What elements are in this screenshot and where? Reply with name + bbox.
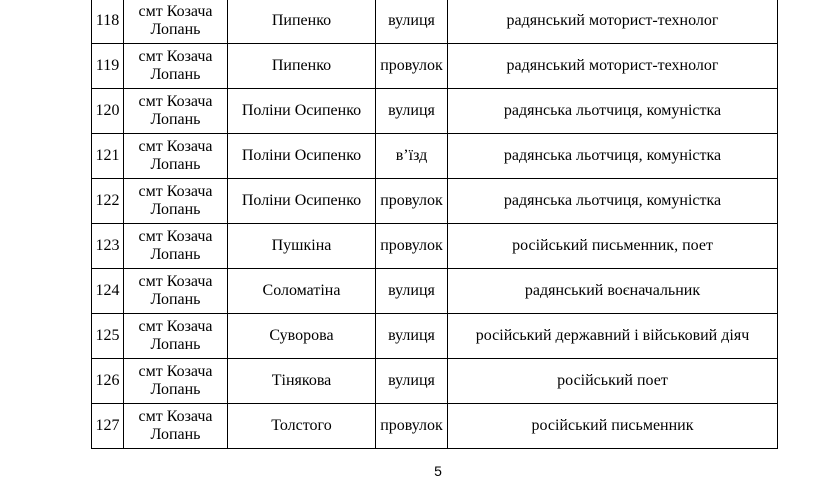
settlement-cell: смт Козача Лопань: [124, 179, 228, 224]
street-type-cell: провулок: [376, 179, 448, 224]
table-row: [92, 224, 778, 269]
row-number-cell: 125: [92, 314, 124, 359]
row-number-cell: 126: [92, 359, 124, 404]
description-cell: російський поет: [448, 359, 778, 404]
row-number-cell: 124: [92, 269, 124, 314]
settlement-cell: смт Козача Лопань: [124, 0, 228, 44]
table-row: [92, 44, 778, 89]
row-number-cell: 118: [92, 0, 124, 44]
description-cell: радянський моторист-технолог: [448, 0, 778, 44]
table-row: [92, 134, 778, 179]
street-type-cell: вулиця: [376, 269, 448, 314]
table-row: [92, 269, 778, 314]
settlement-cell: смт Козача Лопань: [124, 89, 228, 134]
page-number: 5: [434, 463, 442, 479]
settlement-cell: смт Козача Лопань: [124, 359, 228, 404]
row-number-cell: 122: [92, 179, 124, 224]
table-row: [92, 179, 778, 224]
table-body: [92, 0, 778, 449]
row-number-cell: 123: [92, 224, 124, 269]
table-row: [92, 0, 778, 44]
street-name-cell: Толстого: [228, 404, 376, 449]
description-cell: російський державний і військовий діяч: [448, 314, 778, 359]
street-name-cell: Поліни Осипенко: [228, 134, 376, 179]
street-type-cell: в’їзд: [376, 134, 448, 179]
row-number-cell: 120: [92, 89, 124, 134]
street-type-cell: вулиця: [376, 89, 448, 134]
street-name-cell: Поліни Осипенко: [228, 179, 376, 224]
description-cell: радянський воєначальник: [448, 269, 778, 314]
description-cell: російський письменник, поет: [448, 224, 778, 269]
row-number-cell: 119: [92, 44, 124, 89]
settlement-cell: смт Козача Лопань: [124, 314, 228, 359]
street-type-cell: провулок: [376, 404, 448, 449]
street-name-cell: Соломатіна: [228, 269, 376, 314]
row-number-cell: 121: [92, 134, 124, 179]
street-type-cell: провулок: [376, 224, 448, 269]
description-cell: радянська льотчиця, комуністка: [448, 179, 778, 224]
description-cell: російський письменник: [448, 404, 778, 449]
street-name-cell: Пипенко: [228, 44, 376, 89]
table-row: [92, 89, 778, 134]
street-name-cell: Суворова: [228, 314, 376, 359]
settlement-cell: смт Козача Лопань: [124, 224, 228, 269]
street-type-cell: вулиця: [376, 359, 448, 404]
settlement-cell: смт Козача Лопань: [124, 404, 228, 449]
row-number-cell: 127: [92, 404, 124, 449]
table-row: [92, 314, 778, 359]
street-type-cell: вулиця: [376, 0, 448, 44]
renaming-table: [91, 0, 778, 449]
settlement-cell: смт Козача Лопань: [124, 134, 228, 179]
description-cell: радянська льотчиця, комуністка: [448, 89, 778, 134]
settlement-cell: смт Козача Лопань: [124, 44, 228, 89]
street-type-cell: вулиця: [376, 314, 448, 359]
street-name-cell: Тінякова: [228, 359, 376, 404]
settlement-cell: смт Козача Лопань: [124, 269, 228, 314]
table-row: [92, 404, 778, 449]
table-row: [92, 359, 778, 404]
street-name-cell: Пипенко: [228, 0, 376, 44]
street-name-cell: Пушкіна: [228, 224, 376, 269]
description-cell: радянська льотчиця, комуністка: [448, 134, 778, 179]
street-type-cell: провулок: [376, 44, 448, 89]
street-name-cell: Поліни Осипенко: [228, 89, 376, 134]
description-cell: радянський моторист-технолог: [448, 44, 778, 89]
